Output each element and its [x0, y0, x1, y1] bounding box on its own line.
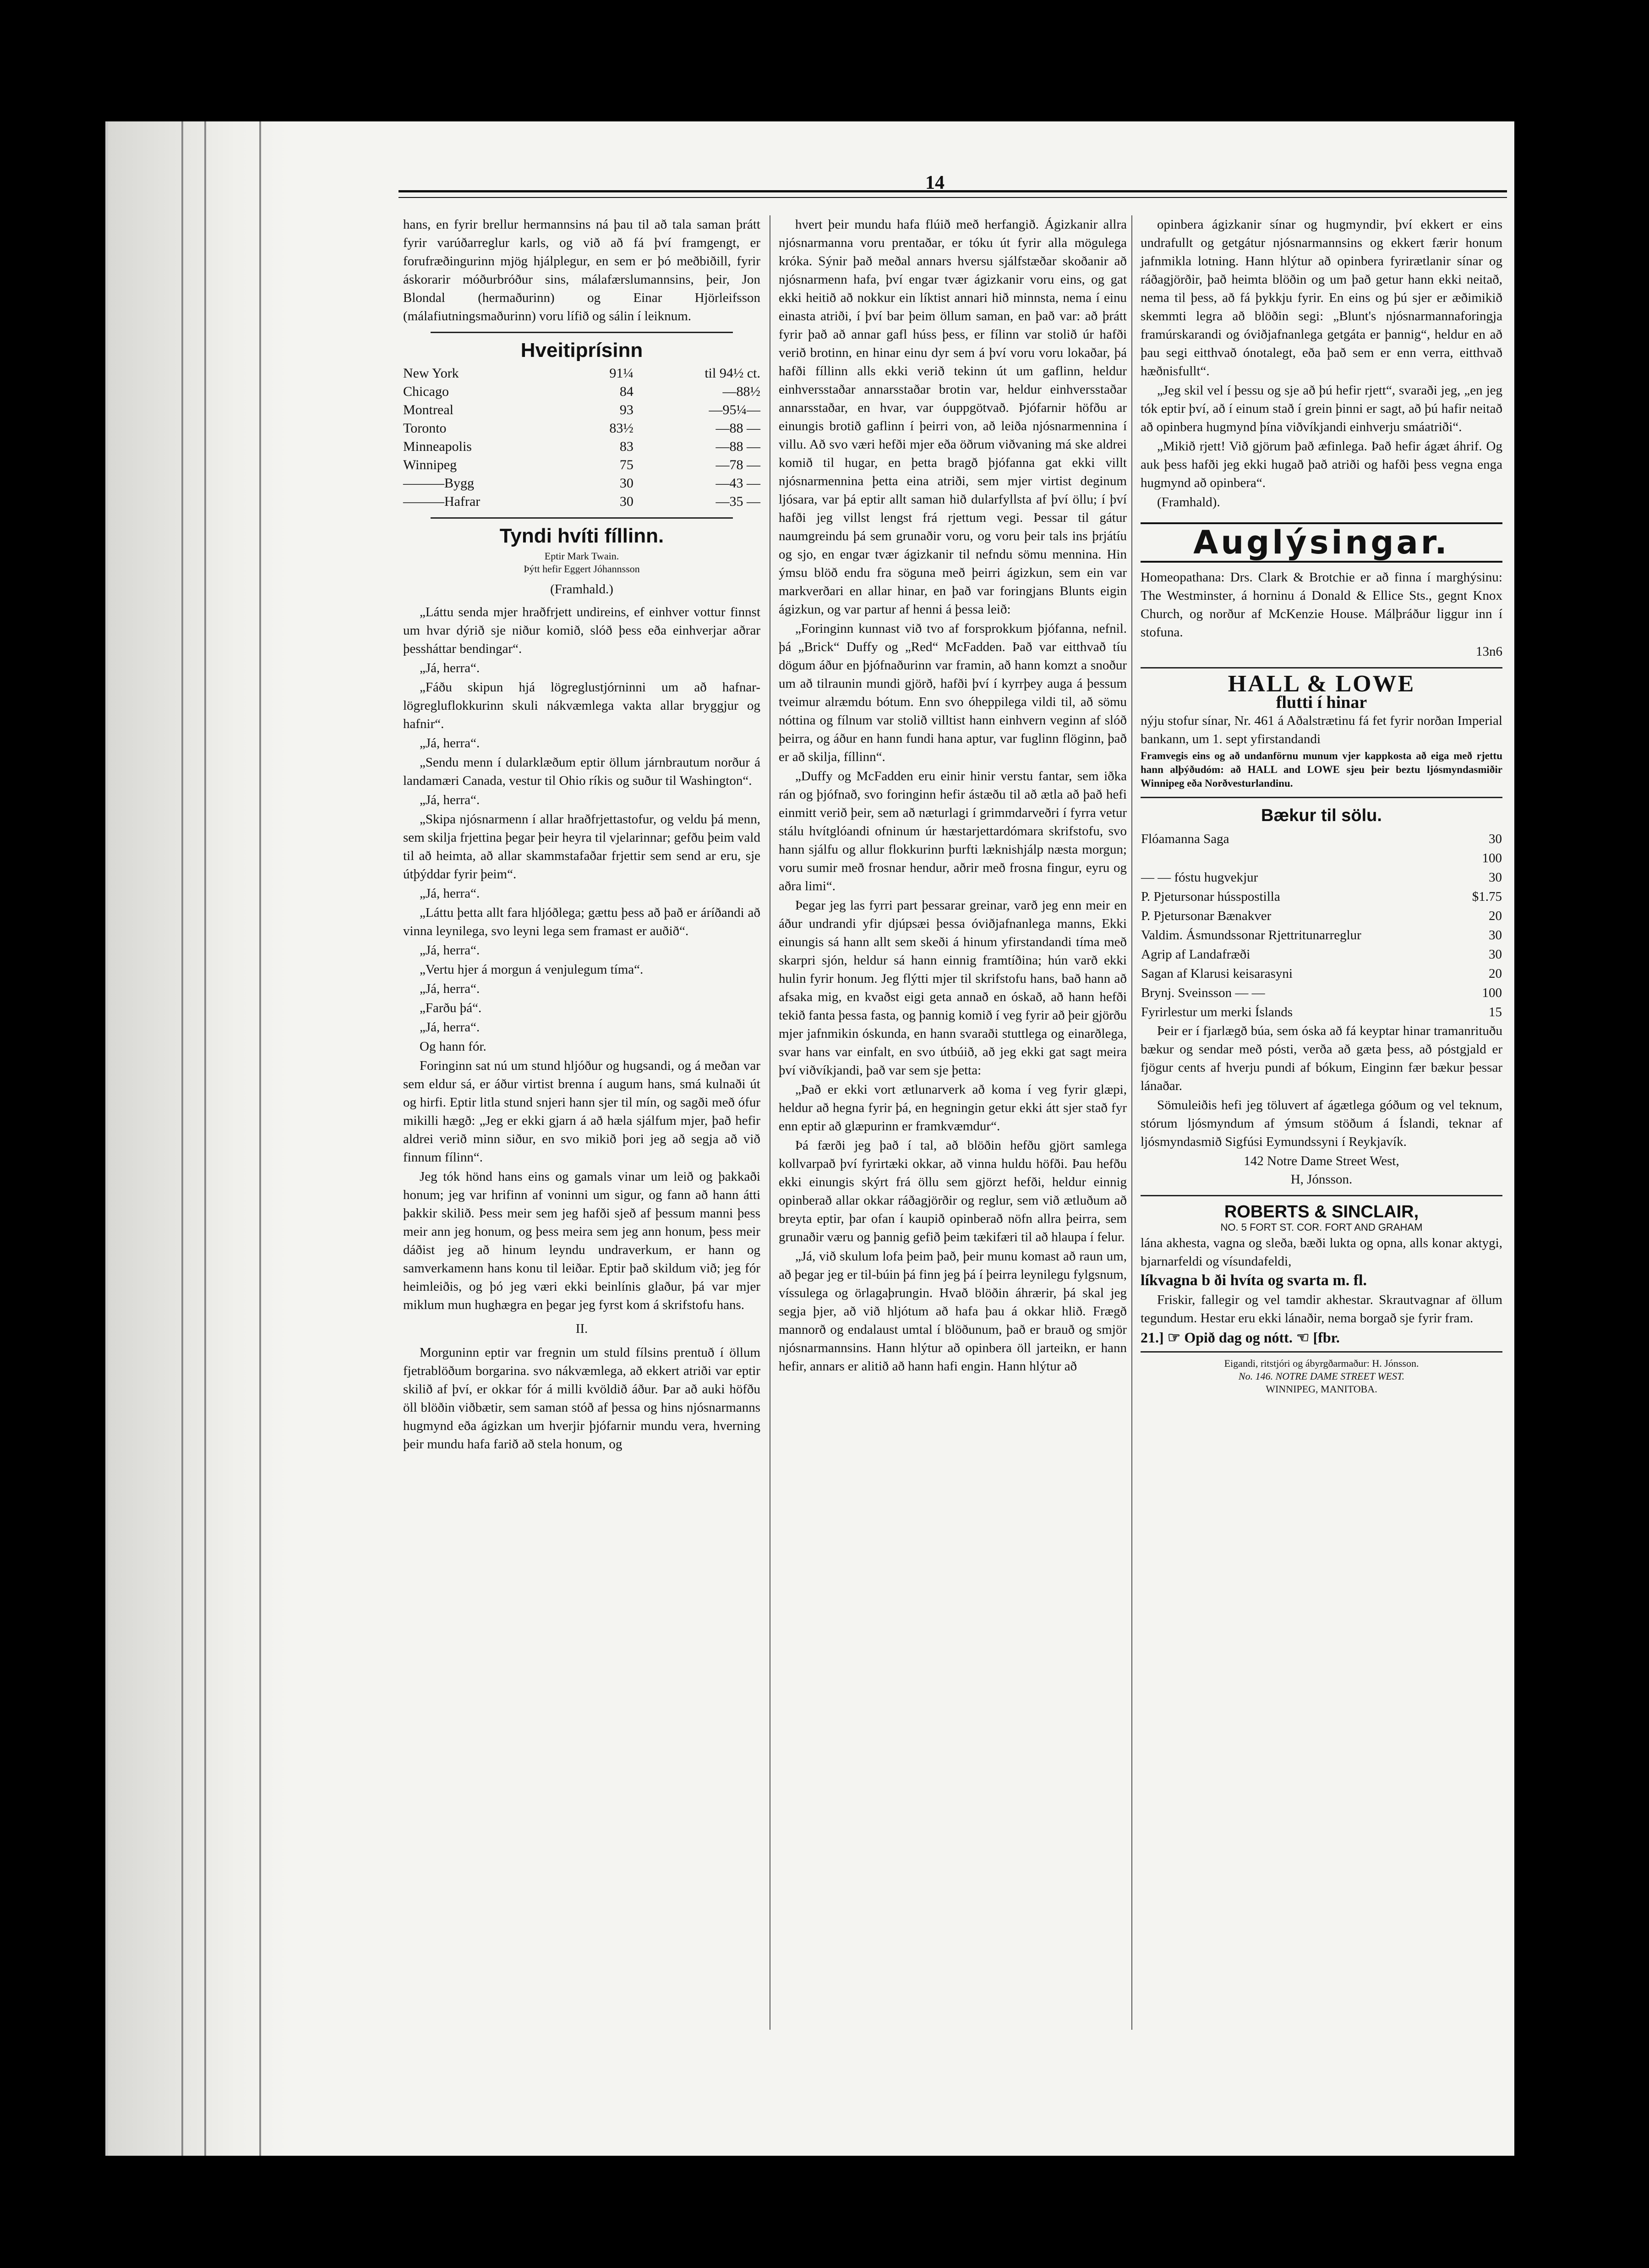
price-value-1: 30 — [619, 494, 633, 509]
price-row — [403, 364, 760, 383]
footer-city: WINNIPEG, MANITOBA. — [1266, 1383, 1377, 1395]
price-value-2: —88 — — [715, 439, 760, 454]
price-row — [403, 401, 760, 419]
roberts-bold: líkvagna b ði hvíta og svarta m. fl. — [1141, 1272, 1367, 1289]
fold-line — [204, 121, 206, 2156]
homeopath-ad: Homeopathana: Drs. Clark & Brotchie er að finna í marghýsinu: The Westminster, á horninu á Donald & Ellice Sts., gegnt Knox Church, og norður af McKenzie House. Málþráður liggur inn í stofuna. — [1141, 570, 1502, 640]
hall-lowe-subtitle: flutti í hinar — [1276, 693, 1367, 712]
price-value-2: —95¼— — [709, 402, 760, 417]
book-row — [1141, 1003, 1502, 1022]
paragraph: „Skipa njósnarmenn í allar hraðfrjettastofur, og veldu þá menn, sem skilja frjettina þegar þeir heyra til vjelarinnar; gefðu þeim vald til að heimta, að allar skammstafaðar frjettir sem send ar eru, sje útþýddar fyrir þeim“. — [403, 812, 760, 882]
book-price: 15 — [1489, 1005, 1502, 1019]
price-row — [403, 456, 760, 474]
story-continued: (Framhald.) — [550, 582, 613, 597]
paragraph: Foringinn sat nú um stund hljóður og hugsandi, og á meðan var sem eldur sá, er áður virtist brenna í augum hans, smá kulnaði út og hirfi. Eptir litla stund snjeri hann sjer til mín, og sagði með ófur mikilli hægð: „Jeg er ekki gjarn á að hæla sjálfum mjer, það hefir aldrei verið minn siður, en svo mikið þori jeg að segja að við finnum fílinn“. — [403, 1058, 760, 1165]
ads-banner-box — [1141, 522, 1502, 563]
header-rule — [399, 190, 1507, 198]
book-price: 20 — [1489, 966, 1502, 981]
price-row — [403, 493, 760, 511]
roberts-open: 21.] ☞ Opið dag og nótt. ☜ [fbr. — [1141, 1329, 1340, 1346]
price-city: Toronto — [403, 421, 447, 436]
book-row — [1141, 926, 1502, 945]
paragraph: „Duffy og McFadden eru einir hinir verstu fantar, sem iðka rán og þjófnað, svo foringinn hefir ástæðu til að ætla að það hefi einmitt verið þeir, sem að næturlagi í grimmdarveðri í fyrra vetur stálu hvítglóandi ofninum úr hæstarjettardómara skrifstofu, svo hann sjálfu og allur flokkurinn þurfti læknishjálp næsta morgun; voru sumir með frosnar hendur, aðrir með frosna fingur, eyru og aðra limi“. — [779, 769, 1127, 893]
price-city: ———Bygg — [403, 476, 475, 491]
book-name: Flóamanna Saga — [1141, 832, 1229, 846]
price-row — [403, 438, 760, 456]
chapter-heading: II. — [575, 1321, 588, 1336]
paragraph: „Láttu senda mjer hraðfrjett undireins, ef einhver vottur finnst um hvar dýrið sje niður komið, slóð þess eða einhverjar aðrar þessháttar bendingar“. — [403, 605, 760, 656]
fold-line — [259, 121, 261, 2156]
book-name: Sagan af Klarusi keisarasyni — [1141, 966, 1293, 981]
column-divider — [1131, 215, 1132, 2030]
price-value-2: —88½ — [722, 384, 760, 399]
story-translator: Þýtt hefir Eggert Jóhannsson — [524, 563, 640, 575]
paragraph: „Fáðu skipun hjá lögreglustjórninni um að hafnar-lögregluflokkurinn skuli nákvæmlega vakta allar bryggjur og hafnir“. — [403, 680, 760, 731]
price-row — [403, 474, 760, 493]
paragraph: Þá færði jeg það í tal, að blöðin hefðu gjört samlega kollvarpað því fyrirtæki okkar, að vinna huldu höfði. Þau hefðu ekki einungis skýrt frá öllu sem gjörzt hefði, heldur einnig opinberað allar okkar ráðagjörðir og reglur, sem við ætluðum að breyta eptir, þar ofan í kaupið opinberað nöfn allra þeirra, sem grunaðir væru og þannig gefið þeim tækifæri til að hlaupa í felur. — [779, 1138, 1127, 1244]
price-value-1: 91¼ — [609, 366, 633, 381]
books-text-2: Sömuleiðis hefi jeg töluvert af ágætlega góðum og vel teknum, stórum ljósmyndum af ýmsum stöðum á Íslandi, teknar af ljósmyndasmið Sigfúsi Eymundssyni í Reykjavík. — [1141, 1098, 1502, 1149]
paragraph: „Jeg skil vel í þessu og sje að þú hefir rjett“, svaraði jeg, „en jeg tók eptir því, að í einum stað í grein þinni er sagt, að þú hafir neitað að opinbera hugmynd þína viðvíkjandi einhverju smáatriði“. — [1141, 383, 1502, 434]
separator — [1141, 1195, 1502, 1196]
separator — [1141, 1351, 1502, 1353]
story-paragraphs — [1141, 215, 1502, 511]
paragraph: hvert þeir mundu hafa flúið með herfangið. Ágizkanir allra njósnarmanna voru prentaðar, er tóku út fyrir alla mögulega króka. Sýnir það meðal annars hversu sjálfstæðar skoðanir að njósnarmenn hafa, því engar tvær ágizkanir voru eins, og gat ekki heitið að nokkur ein líktist annari hið minnsta, nema í einu einasta atriði, í því bar þeim öllum saman, en það var: að þrátt fyrir það að annar gafl húss þess, er fílinn var stolið úr hafði verið brotinn, en hinar einu dyr sem á því voru voru lokaðar, þá hafði fíllinn alls ekki verið tekinn út um gaflinn, heldur einhversstaðar annarsstaðar brotin var, heldur einhversstaðar annarsstaðar, en hvar, var óuppgötvað. Þjófarnir höfðu ar einungis brotið gaflinn í þeirri von, að leiða njósnarmennina í villu. Að svo væri hefði mjer eða öðrum viðvaning má ske aldrei komið til hugar, en þetta bragð þjófanna gat ekki villt njósnarmennina þetta eina atriði, sem mjer virtist deginum ljósara, var þá eptir allt saman hið dularfyllsta af því öllu; í því hafði jeg villst lengst frá rjettum vegi. Þessar til gátur naumgreindu þá sem grunaðir voru, og voru þeir tals ins þrjátíu og sjo, en engar tvær ágizkanir til nefndu sömu mennina. Hin ýmsu blöð endu fra söguna með þeirri ágizkun, sem ein var markverðari en allar hinar, en það var foringjans Blunts eigin ágizkun, og var partur af henni á þessa leið: — [779, 217, 1127, 617]
separator — [1141, 667, 1502, 668]
book-name — [1141, 849, 1458, 868]
book-name: Fyrirlestur um merki Íslands — [1141, 1005, 1293, 1019]
paragraph: Þegar jeg las fyrri part þessarar greinar, varð jeg enn meir en áður undrandi yfir djúpsæi þessa óviðjafnanlega manns, Ekki einungis sá hann allt sem skeði á hinum yfirstandandi tíma með skarpri sjón, heldur sá hann einnig framtíðina; hún varð ekki hulin fyrir honum. Jeg flýtti mjer til skrifstofu hans, bað hann að afsaka mig, en kvaðst eigi geta annað en óskað, að hann hefði tekið fanta þessa fasta, og þannig komið í veg fyrir að þeir gjörðu mjer jafnmikin óskunda, en hann svaraði stuttlega og einarðlega, svar hans var einfalt, en svo útbúið, að jeg ekki gat sagt meira því viðvíkjandi, það var sem sje þetta: — [779, 898, 1127, 1078]
separator — [1141, 797, 1502, 798]
chapter-paragraph: Morguninn eptir var fregnin um stuld fílsins prentuð í öllum fjetrablöðum borgarina. svo nákvæmlega, að ekkert atriði var eptir skilið af því, er okkar fór á milli kvöldið áður. Þar að auki höfðu öll blöðin viðbætir, sem saman stóð af þessa og hins njósnarmanns hugmynd eða ágizkan um hverjir þjófarnir mundu vera, hverning þeir mundu hafa farið að stela honum, og — [403, 1345, 760, 1452]
price-value-2: til 94½ ct. — [704, 366, 760, 381]
paragraph: „Já, herra“. — [420, 943, 480, 958]
price-value-1: 75 — [619, 457, 633, 472]
paragraph: „Já, herra“. — [420, 793, 480, 807]
roberts-text-2: Friskir, fallegir og vel tamdir akhestar. Skrautvagnar af öllum tegundum. Hestar eru ekki lánaðir, nema borgað sje fyrir fram. — [1141, 1293, 1502, 1326]
price-city: Chicago — [403, 384, 449, 399]
book-price: 30 — [1489, 947, 1502, 962]
column-1 — [403, 215, 760, 1454]
book-name: P. Pjetursonar hússpostilla — [1141, 889, 1280, 904]
book-price: 20 — [1489, 909, 1502, 923]
book-price: $1.75 — [1472, 889, 1502, 904]
hall-lowe-text: nýju stofur sínar, Nr. 461 á Aðalstrætinu fá fet fyrir norðan Imperial bankann, um 1. sept yfirstandandi — [1141, 713, 1502, 746]
page-number: 14 — [925, 172, 945, 193]
story-paragraphs — [403, 603, 760, 1314]
story-byline: Eptir Mark Twain. — [544, 550, 619, 562]
book-row — [1141, 829, 1502, 849]
hall-lowe-note: Framvegis eins og að undanförnu munum vjer kappkosta að eiga með rjettu hann alþýðudóm: að HALL and LOWE sjeu þeir beztu ljósmyndasmiðir Winnipeg eða Norðvesturlandinu. — [1141, 750, 1502, 789]
price-value-2: —78 — — [715, 457, 760, 472]
book-row — [1141, 945, 1502, 964]
price-value-1: 93 — [619, 402, 633, 417]
price-row — [403, 419, 760, 438]
paragraph: „Mikið rjett! Við gjörum það æfinlega. Það hefir ágæt áhrif. Og auk þess hafði jeg ekki hugað það atriði og hafði þess vegna enga hugmynd að opinbera“. — [1141, 439, 1502, 490]
book-price: 100 — [1482, 986, 1502, 1000]
paragraph: „Farðu þá“. — [420, 1001, 482, 1015]
book-price: 30 — [1489, 928, 1502, 942]
book-name: Brynj. Sveinsson — — — [1141, 986, 1265, 1000]
story-title: Tyndi hvíti fíllinn. — [499, 525, 664, 547]
price-city: New York — [403, 366, 459, 381]
book-row — [1141, 906, 1502, 926]
paragraph: „Já, herra“. — [420, 981, 480, 996]
story-paragraphs — [779, 215, 1127, 1375]
paragraph: Og hann fór. — [420, 1039, 486, 1054]
price-city: Winnipeg — [403, 457, 457, 472]
column-3 — [1141, 215, 1502, 1396]
price-row — [403, 383, 760, 401]
paragraph: „Foringinn kunnast við tvo af forsprokkum þjófanna, nefnil. þá „Brick“ Duffy og „Red“ McFadden. Það var eitthvað tíu dögum áður en þjófnaðurinn var framin, að hann komzt a snoður um að tilraunin mundi gjörð, hafði því í kyrrþey auga á þessum tveimur alræmdu bótum. Enn svo óheppilega vildi til, að sömu nóttina og fílnum var stolið villtist hann einhvern veginn af slóð þeirra, og áður en hann fundi hana aptur, var fuglinn flöginn, það er að skilja, fíllinn“. — [779, 621, 1127, 764]
price-city: ———Hafrar — [403, 494, 481, 509]
price-title: Hveitiprísinn — [520, 339, 643, 362]
page-spine-shadow — [108, 121, 291, 2156]
book-price: 30 — [1489, 832, 1502, 846]
price-value-1: 83½ — [609, 421, 633, 436]
paragraph: opinbera ágizkanir sínar og hugmyndir, því ekkert er eins undrafullt og getgátur njósnarmannsins og ekkert færir honum jafnmikla lotning. Hann hlýtur að opinbera fyrirætlanir sínar og ráðagjörðir, það heimta blöðin og um það getur hann ekki neitað, nema til þess, að fá þykkju fyrir. En eins og þú sjer er æðimikið skemmti legra að blöðin segi: „Blunt's njósnarmannaforingja framúrskarandi og óviðjafnanlega getgáta er þannig“, heldur en að þau segi eitthvað ónotalegt, eða það sem er enn verra, eitthvað hæðnisfullt“. — [1141, 217, 1502, 378]
book-name: Valdim. Ásmundssonar Rjettritunarreglur — [1141, 928, 1361, 942]
paragraph: „Já, herra“. — [420, 736, 480, 751]
books-table — [1141, 829, 1502, 1022]
price-value-1: 83 — [619, 439, 633, 454]
book-name: — — fóstu hugvekjur — [1141, 870, 1258, 885]
roberts-text: lána akhesta, vagna og sleða, bæði lukta og opna, alls konar aktygi, bjarnarfeldi og vísundafeldi, — [1141, 1236, 1502, 1269]
separator — [431, 332, 733, 333]
book-price: 30 — [1489, 870, 1502, 885]
paragraph: „Það er ekki vort ætlunarverk að koma í veg fyrir glæpi, heldur að hegna fyrir þá, en hegningin getur ekki átt sjer stað fyr enn eptir að glæpurinn er framkvæmdur“. — [779, 1082, 1127, 1134]
hall-lowe-title: HALL & LOWE — [1228, 671, 1415, 697]
price-value-2: —35 — — [715, 494, 760, 509]
books-signature: H, Jónsson. — [1290, 1172, 1353, 1187]
fold-line — [181, 121, 183, 2156]
roberts-address: NO. 5 FORT ST. COR. FORT AND GRAHAM — [1220, 1222, 1423, 1233]
price-value-2: —43 — — [715, 476, 760, 491]
footer-owner: Eigandi, ritstjóri og ábyrgðarmaður: H. Jónsson. — [1224, 1358, 1419, 1369]
book-row — [1141, 868, 1502, 887]
price-city: Montreal — [403, 402, 453, 417]
roberts-title: ROBERTS & SINCLAIR, — [1224, 1202, 1419, 1222]
paragraph: „Já, herra“. — [420, 661, 480, 675]
book-row — [1141, 964, 1502, 983]
paragraph: „Já, herra“. — [420, 1020, 480, 1035]
price-value-2: —88 — — [715, 421, 760, 436]
price-table — [403, 364, 760, 511]
book-row — [1141, 887, 1502, 906]
paragraph: „Já, herra“. — [420, 886, 480, 901]
footer-address: No. 146. NOTRE DAME STREET WEST. — [1238, 1370, 1405, 1382]
paragraph: „Já, við skulum lofa þeim það, þeir munu komast að raun um, að þegar jeg er til-búin þá finn jeg þá í þeirra leynilegu fylgsnum, víssulega og örlagaþrungin. Hvað blöðin áhrærir, þá skal jeg segja þjer, að við hljótum að hafa þau á okkar hlið. Frægð mannorð og endalaust umtal í blöðunum, það er brauð og smjör njósnarmannsins. Hann hlýtur að opinbera öll jarteikn, er hann hefir, annars er alitið að hann hafi engin. Hann hlýtur að — [779, 1249, 1127, 1374]
book-name: P. Pjetursonar Bænakver — [1141, 909, 1272, 923]
book-price: 100 — [1482, 851, 1502, 866]
books-text: Þeir er í fjarlægð búa, sem óska að fá keyptar hinar tramanrituðu bækur og sendar með pósti, verða að gæta þess, að póstgjald er fjögur cents af hverju pundi af bókum, Einginn fær bækur þessar lánaðar. — [1141, 1024, 1502, 1093]
book-row — [1141, 983, 1502, 1003]
paragraph: „Vertu hjer á morgun á venjulegum tíma“. — [420, 962, 644, 977]
books-address: 142 Notre Dame Street West, — [1244, 1154, 1399, 1168]
price-value-1: 84 — [619, 384, 633, 399]
books-title: Bækur til sölu. — [1261, 806, 1382, 825]
book-name: Agrip af Landafræði — [1141, 947, 1250, 962]
price-value-1: 30 — [619, 476, 633, 491]
price-city: Minneapolis — [403, 439, 472, 454]
separator — [431, 517, 733, 519]
paragraph: Jeg tók hönd hans eins og gamals vinar um leið og þakkaði honum; jeg var hrifinn af voninni um sigur, og fann að hann átti þakkir skilið. Þess meir sem jeg hafði sjeð af þessum manni þess meir ann jeg honum, og þess meira sem jeg ann honum, þess meir dáðist jeg að hinum leyndu undraverkum, er hann og samverkamenn hans konu til leiðar. Eptir það skildum við; jeg fór heimleiðis, og þó jeg væri ekki beinlínis glaður, þá var mjer miklum mun hughægra en þegar jeg fyrst kom á skrifstofu hans. — [403, 1169, 760, 1312]
ads-banner: Auglýsingar. — [1193, 524, 1450, 561]
homeopath-code: 13n6 — [1476, 644, 1502, 659]
column-2 — [779, 215, 1127, 1376]
book-row — [1141, 849, 1502, 868]
paragraph: „Sendu menn í dularklæðum eptir öllum járnbrautum norður á landamæri Canada, vestur til Ohio ríkis og suður til Washington“. — [403, 755, 760, 788]
intro-paragraph: hans, en fyrir brellur hermannsins ná þau til að tala saman þrátt fyrir varúðarreglur karls, og við að fá því framgengt, er forufræðingurinn mjög hjálplegur, en sem er þó meðbiðill, fyrir áskorarir móðurbróður sins, málafærslumannsins, þeir, Jon Blondal (hermaðurinn) og Einar Hjörleifsson (málafiutningsmaðurinn) voru lífið og sálin í leiknum. — [403, 217, 760, 323]
paragraph: „Láttu þetta allt fara hljóðlega; gættu þess að það er áríðandi að vinna leynilega, svo leyni lega sem framast er auðið“. — [403, 905, 760, 938]
paragraph: (Framhald). — [1157, 495, 1220, 509]
